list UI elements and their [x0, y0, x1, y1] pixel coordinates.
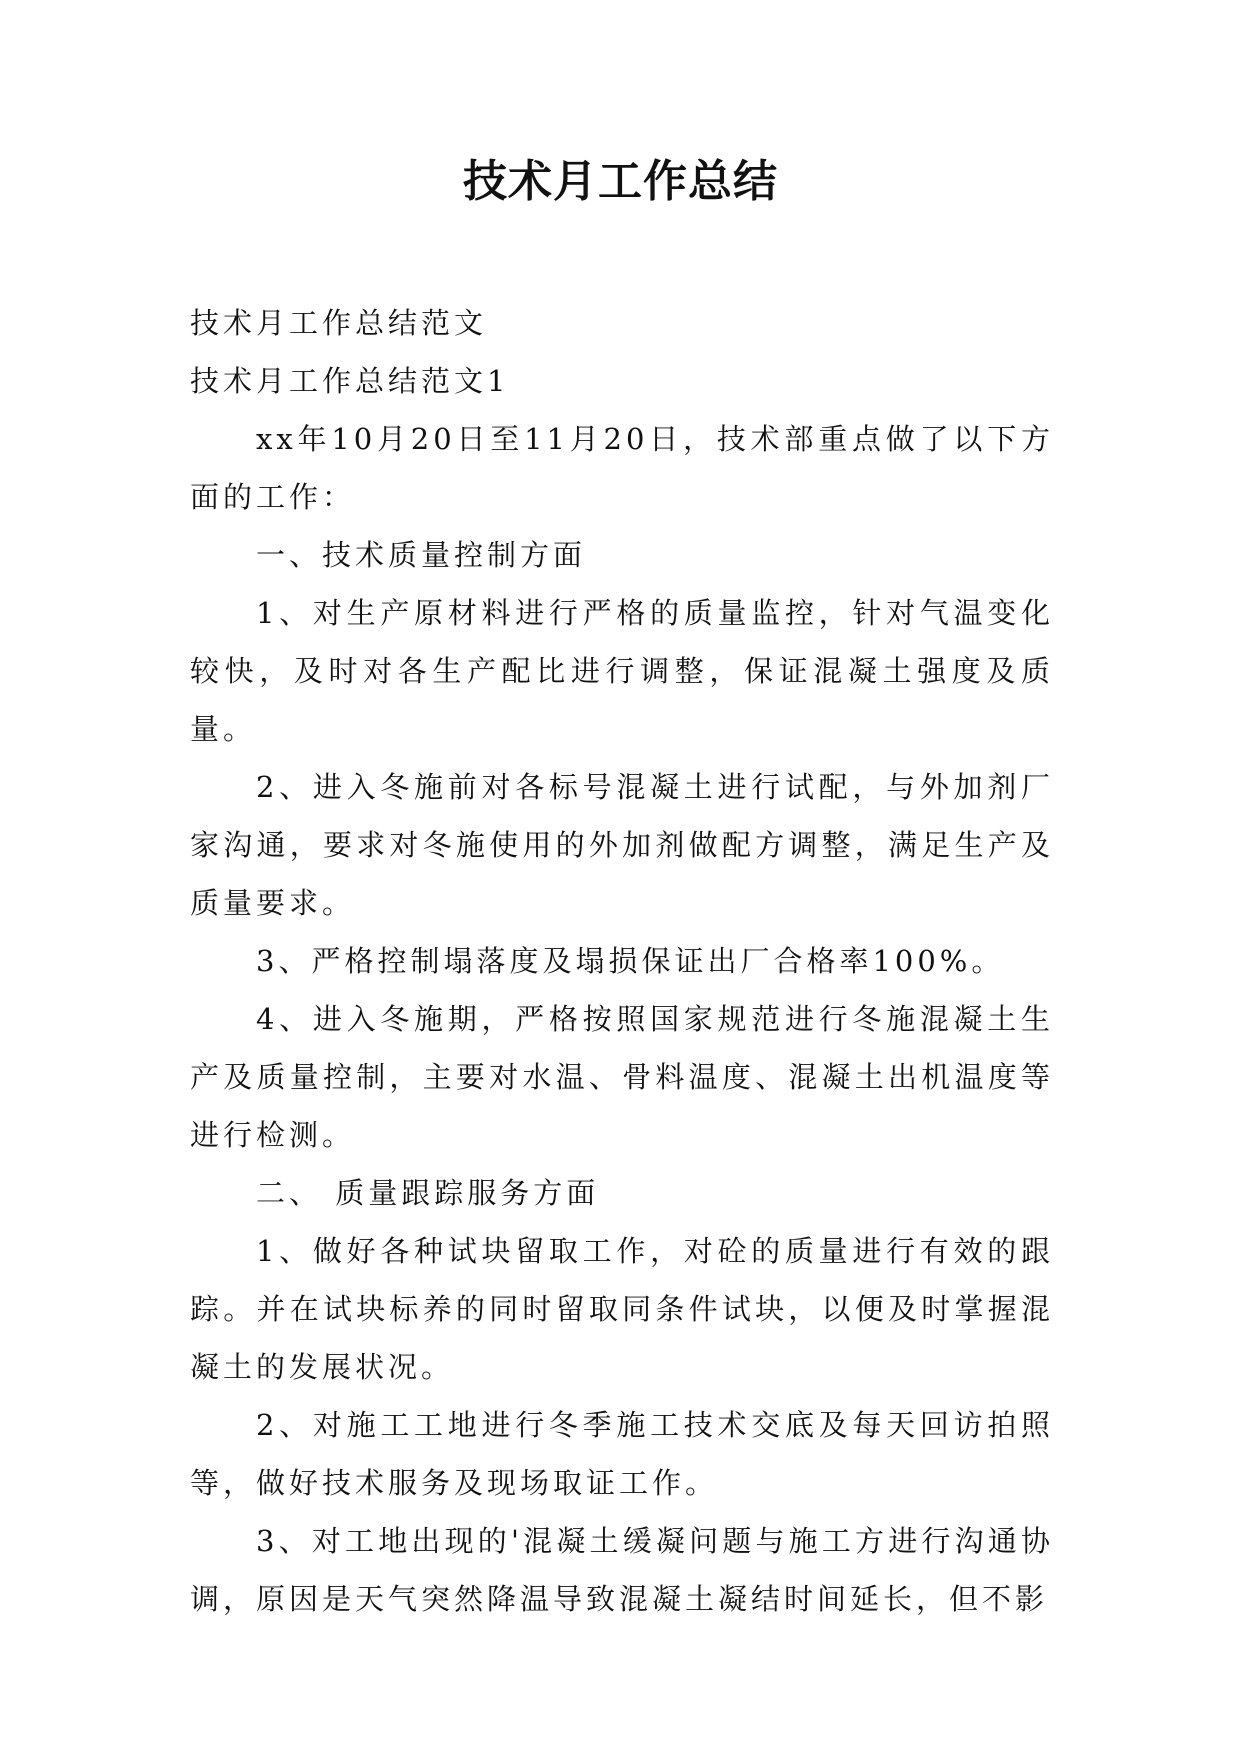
paragraph-tracking-item-1: 1、做好各种试块留取工作，对砼的质量进行有效的跟踪。并在试块标养的同时留取同条件试块，以便及时掌握混凝土的发展状况。	[190, 1234, 1054, 1384]
paragraph-item-4: 4、进入冬施期，严格按照国家规范进行冬施混凝土生产及质量控制，主要对水温、骨料温度、混凝土出机温度等进行检测。	[190, 1002, 1054, 1152]
paragraph-item-3: 3、严格控制塌落度及塌损保证出厂合格率100%。	[256, 944, 1005, 978]
document-body	[190, 294, 1054, 1628]
paragraph-heading-template: 技术月工作总结范文	[190, 306, 488, 340]
document-title: 技术月工作总结	[463, 156, 778, 207]
paragraph-heading-template-1: 技术月工作总结范文1	[190, 364, 510, 398]
paragraph-tracking-item-2: 2、对施工工地进行冬季施工技术交底及每天回访拍照等，做好技术服务及现场取证工作。	[190, 1408, 1054, 1500]
paragraph-item-1: 1、对生产原材料进行严格的质量监控，针对气温变化较快，及时对各生产配比进行调整，保证混凝土强度及质量。	[190, 596, 1054, 746]
paragraph-item-2: 2、进入冬施前对各标号混凝土进行试配，与外加剂厂家沟通，要求对冬施使用的外加剂做配方调整，满足生产及质量要求。	[190, 770, 1054, 920]
section-heading-tracking-service: 二、 质量跟踪服务方面	[256, 1176, 600, 1210]
paragraph-intro: xx年10月20日至11月20日，技术部重点做了以下方面的工作：	[190, 422, 1054, 514]
section-heading-quality-control: 一、技术质量控制方面	[256, 538, 587, 572]
paragraph-tracking-item-3: 3、对工地出现的'混凝土缓凝问题与施工方进行沟通协调，原因是天气突然降温导致混凝土凝结时间延长，但不影	[190, 1524, 1054, 1616]
